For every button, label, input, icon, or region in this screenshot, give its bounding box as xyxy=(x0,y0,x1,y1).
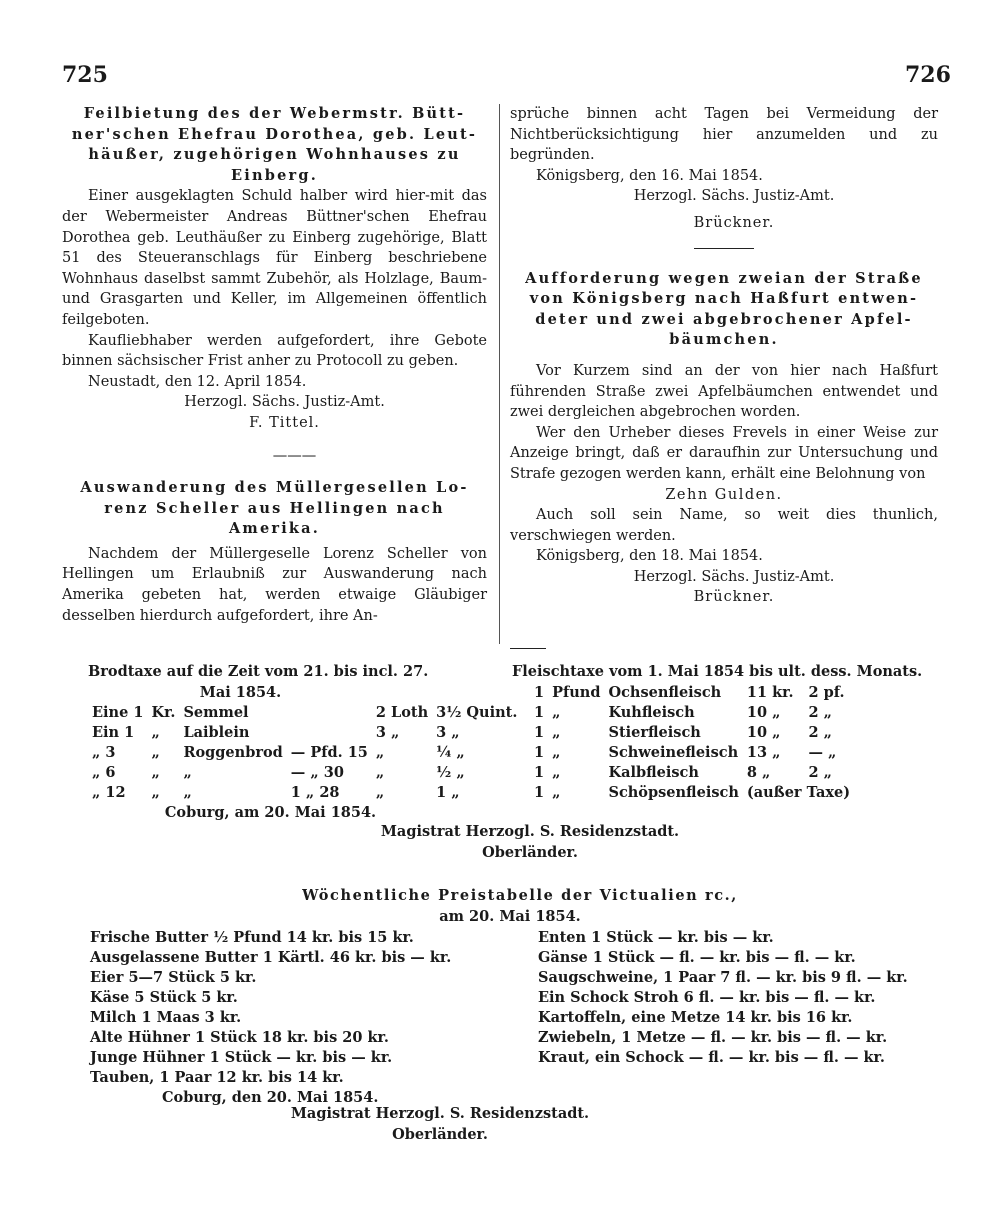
price-list-right xyxy=(538,928,938,1068)
table-cell: (außer Taxe) xyxy=(746,783,851,801)
table-cell: „ xyxy=(375,784,385,802)
table-cell: 1 xyxy=(534,723,545,741)
price-item: Kartoffeln, eine Metze 14 kr. bis 16 kr. xyxy=(538,1009,853,1026)
table-cell: „ 6 xyxy=(92,764,116,782)
table-row xyxy=(88,703,521,723)
weekly-price-table xyxy=(62,886,938,927)
table-cell: Stierfleisch xyxy=(608,723,701,741)
table-cell: 3 „ xyxy=(436,724,460,742)
table-row xyxy=(88,743,521,763)
table-cell: „ xyxy=(552,783,561,801)
price-item: Zwiebeln, 1 Metze — fl. — kr. bis — fl. — kr. xyxy=(538,1029,888,1046)
notice-paragraph: Wer den Urheber dieses Frevels in einer Weise zur Anzeige bringt, daß er daraufhin zur Untersuchung und Strafe gezogen werden kann, erhält eine Belohnung von xyxy=(510,424,938,482)
table-cell: „ xyxy=(552,703,561,721)
table-cell: „ xyxy=(375,744,385,762)
table-cell: 10 „ xyxy=(746,723,781,741)
table-row xyxy=(530,683,854,703)
table-cell: „ xyxy=(552,743,561,761)
table-cell: 2 Loth xyxy=(375,704,429,722)
table-row xyxy=(530,783,854,803)
separator-rule xyxy=(694,248,754,249)
notice-paragraph: Einer ausgeklagten Schuld halber wird hier-mit das der Webermeister Andreas Büttner'schen Ehefrau Dorothea geb. Leuthäußer zu Einberg zugehörige, Blatt 51 des Steueranschlags für Einberg beschriebene Wohnhaus daselbst sammt Zubehör, als Holzlage, Baum- und Grasgarten und Keller, im Allgemeinen öffentlich feilgeboten. xyxy=(62,188,487,328)
table-cell: 3½ Quint. xyxy=(436,704,518,722)
table-row xyxy=(88,723,521,743)
price-item: Kraut, ein Schock — fl. — kr. bis — fl. — kr. xyxy=(538,1049,885,1066)
table-cell: „ 12 xyxy=(92,784,126,802)
table-row xyxy=(88,763,521,783)
table-row xyxy=(530,743,854,763)
table-cell: ½ „ xyxy=(436,764,465,782)
table-cell: 10 „ xyxy=(746,703,781,721)
table-cell: Semmel xyxy=(183,704,249,722)
place-date: Königsberg, den 16. Mai 1854. xyxy=(536,167,763,184)
table-cell: Pfund xyxy=(552,683,601,701)
table-cell xyxy=(287,703,372,723)
table-cell: — „ 30 xyxy=(290,764,344,782)
table-cell: „ xyxy=(183,784,192,802)
price-item: Junge Hühner 1 Stück — kr. bis — kr. xyxy=(90,1049,393,1066)
table-cell: Ein 1 xyxy=(92,724,135,742)
table-cell: 1 xyxy=(534,783,545,801)
signature: Brückner. xyxy=(693,214,775,231)
table-cell: „ xyxy=(183,764,192,782)
table-cell: 2 pf. xyxy=(808,683,845,701)
price-table-title: Wöchentliche Preistabelle der Victualien rc., xyxy=(302,887,738,904)
place-date: Neustadt, den 12. April 1854. xyxy=(88,373,307,390)
bread-tax-table xyxy=(88,703,521,803)
heading-line: renz Scheller aus Hellingen nach xyxy=(104,499,445,517)
notice-paragraph: sprüche binnen acht Tagen bei Vermeidung der Nichtberücksichtigung hier anzumelden und zu begründen. xyxy=(510,106,938,164)
column-divider xyxy=(499,104,500,644)
table-cell: Schöpsenfleisch xyxy=(608,783,739,801)
table-cell: Ochsenfleisch xyxy=(608,683,722,701)
table-cell: ¼ „ xyxy=(436,744,465,762)
table-cell: 1 „ 28 xyxy=(290,784,340,802)
table-cell: Kalbfleisch xyxy=(608,763,699,781)
issuing-office: Magistrat Herzogl. S. Residenzstadt. xyxy=(380,823,680,840)
table-cell: 2 „ xyxy=(808,723,832,741)
price-item: Ausgelassene Butter 1 Kärtl. 46 kr. bis — kr. xyxy=(90,949,452,966)
table-cell: „ xyxy=(375,764,385,782)
signature: Oberländer. xyxy=(482,843,578,861)
price-item: Eier 5—7 Stück 5 kr. xyxy=(90,969,257,986)
notice-paragraph: Auch soll sein Name, so weit dies thunlich, verschwiegen werden. xyxy=(510,507,938,544)
price-item: Gänse 1 Stück — fl. — kr. bis — fl. — kr. xyxy=(538,949,856,966)
bread-tax-title: Mai 1854. xyxy=(199,683,282,701)
table-cell: „ xyxy=(151,724,160,742)
notice-paragraph: Nachdem der Müllergeselle Lorenz Scheller von Hellingen um Erlaubniß zur Auswanderung nach Amerika gebeten hat, werden etwaige Gläubiger desselben hierdurch aufgefordert, ihre An- xyxy=(62,545,487,624)
heading-line: ner'schen Ehefrau Dorothea, geb. Leut- xyxy=(71,125,478,143)
table-cell: 1 xyxy=(534,703,545,721)
notice-paragraph: Vor Kurzem sind an der von hier nach Haßfurt führenden Straße zwei Apfelbäumchen entwendet und zwei dergleichen abgebrochen worden. xyxy=(510,362,938,421)
table-cell: „ xyxy=(552,723,561,741)
table-cell: „ xyxy=(151,784,160,802)
table-cell: Laiblein xyxy=(183,724,250,742)
table-cell: 2 „ xyxy=(808,703,832,721)
bread-tax xyxy=(88,662,518,824)
issuing-office: Herzogl. Sächs. Justiz-Amt. xyxy=(633,188,835,205)
table-cell: 1 xyxy=(534,743,545,761)
heading-line: Amerika. xyxy=(228,520,321,538)
table-row xyxy=(530,723,854,743)
table-cell: 3 „ xyxy=(375,724,400,742)
table-row xyxy=(530,763,854,783)
magistrat-signature-block xyxy=(62,1104,938,1145)
separator: ——— xyxy=(272,447,317,464)
place-date: Coburg, am 20. Mai 1854. xyxy=(164,804,377,822)
notice-paragraph: Kaufliebhaber werden aufgefordert, ihre Gebote binnen sächsischer Frist anher zu Protocoll zu geben. xyxy=(62,332,487,370)
price-item: Saugschweine, 1 Paar 7 fl. — kr. bis 9 fl. — kr. xyxy=(538,969,908,986)
table-cell: — „ xyxy=(808,743,837,761)
place-date: Königsberg, den 18. Mai 1854. xyxy=(536,548,763,565)
bread-tax-title: Brodtaxe auf die Zeit vom 21. bis incl. 27. xyxy=(88,663,429,680)
heading-line: von Königsberg nach Haßfurt entwen- xyxy=(529,290,919,308)
heading-line: Einberg. xyxy=(231,166,318,184)
table-cell: „ xyxy=(151,764,160,782)
section-rule xyxy=(510,648,546,649)
table-cell: „ 3 xyxy=(92,744,116,762)
table-row xyxy=(530,703,854,723)
price-item: Enten 1 Stück — kr. bis — kr. xyxy=(538,929,774,946)
table-row xyxy=(88,783,521,803)
magistrat-signature-block xyxy=(62,822,938,863)
table-cell: 2 „ xyxy=(808,763,832,781)
price-item: Alte Hühner 1 Stück 18 kr. bis 20 kr. xyxy=(90,1029,389,1046)
table-cell: Kuhfleisch xyxy=(608,703,695,721)
heading-line: Auswanderung des Müllergesellen Lo- xyxy=(80,479,469,497)
meat-tax-table xyxy=(530,683,854,803)
signature: Oberländer. xyxy=(392,1125,488,1143)
table-cell: 11 kr. xyxy=(746,683,794,701)
issuing-office: Herzogl. Sächs. Justiz-Amt. xyxy=(184,394,385,411)
heading-line: bäumchen. xyxy=(669,331,779,349)
table-cell: Kr. xyxy=(151,704,176,722)
heading-line: deter und zwei abgebrochener Apfel- xyxy=(535,310,913,328)
table-cell: 1 xyxy=(534,683,545,701)
table-cell: — Pfd. 15 xyxy=(290,744,368,762)
left-column xyxy=(62,104,487,626)
notice-heading xyxy=(62,104,487,186)
meat-tax-title: Fleischtaxe vom 1. Mai 1854 bis ult. dess. Monats. xyxy=(512,663,923,680)
place-date: Coburg, den 20. Mai 1854. xyxy=(162,1089,379,1106)
right-column xyxy=(510,104,938,608)
table-cell: 13 „ xyxy=(746,743,781,761)
signature: Brückner. xyxy=(693,589,775,606)
table-cell xyxy=(287,723,372,743)
table-cell: Eine 1 xyxy=(92,704,144,722)
heading-line: häußer, zugehörigen Wohnhauses zu xyxy=(88,146,461,164)
meat-tax xyxy=(512,662,942,803)
table-cell: „ xyxy=(151,744,160,762)
price-item: Tauben, 1 Paar 12 kr. bis 14 kr. xyxy=(90,1069,344,1086)
price-list-left xyxy=(90,928,510,1108)
price-item: Ein Schock Stroh 6 fl. — kr. bis — fl. — kr. xyxy=(538,989,876,1006)
page-number-left: 725 xyxy=(62,62,108,88)
table-cell: Roggenbrod xyxy=(183,744,283,762)
notice-heading xyxy=(510,269,938,351)
price-item: Milch 1 Maas 3 kr. xyxy=(90,1009,242,1026)
table-cell: 1 xyxy=(534,763,545,781)
page-number-right: 726 xyxy=(905,62,951,88)
price-item: Käse 5 Stück 5 kr. xyxy=(90,989,238,1006)
issuing-office: Herzogl. Sächs. Justiz-Amt. xyxy=(633,568,835,585)
table-cell: 8 „ xyxy=(746,763,771,781)
notice-heading xyxy=(62,478,487,540)
table-cell: 1 „ xyxy=(436,784,460,802)
table-cell: „ xyxy=(552,763,561,781)
price-item: Frische Butter ½ Pfund 14 kr. bis 15 kr. xyxy=(90,929,414,946)
price-table-title: am 20. Mai 1854. xyxy=(439,907,581,925)
heading-line: Aufforderung wegen zweian der Straße xyxy=(525,269,923,287)
signature: F. Tittel. xyxy=(249,414,320,431)
reward-amount: Zehn Gulden. xyxy=(665,486,783,503)
issuing-office: Magistrat Herzogl. S. Residenzstadt. xyxy=(290,1105,590,1122)
heading-line: Feilbietung des der Webermstr. Bütt- xyxy=(83,105,466,122)
table-cell: Schweinefleisch xyxy=(608,743,739,761)
